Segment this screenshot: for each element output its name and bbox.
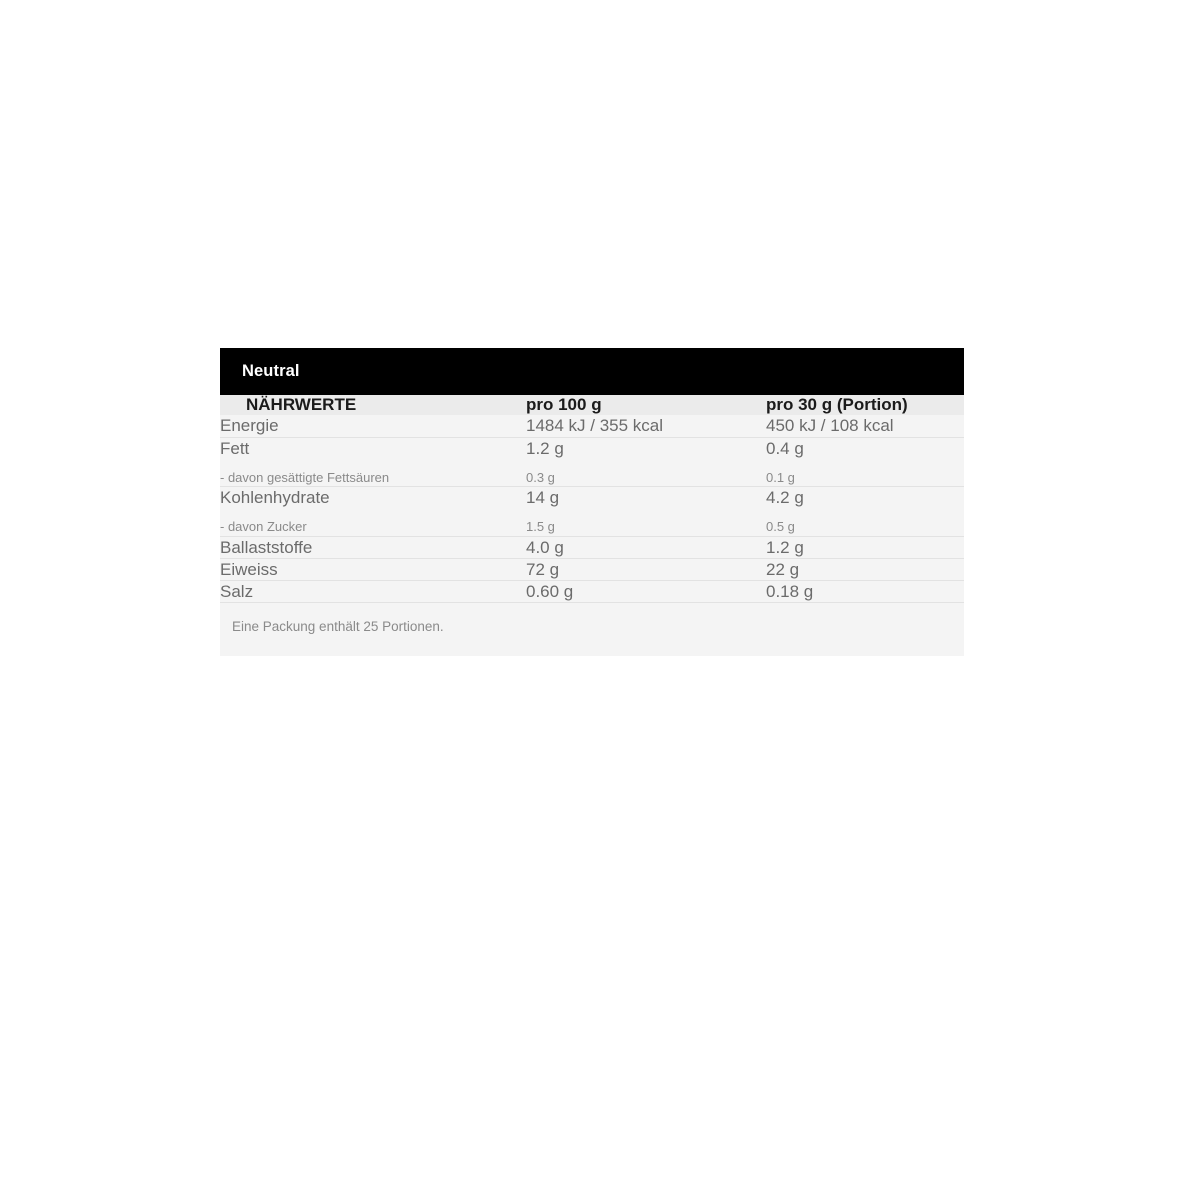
column-header-per-portion: pro 30 g (Portion)	[766, 395, 964, 415]
flavour-label: Neutral	[242, 362, 300, 381]
servings-footnote: Eine Packung enthält 25 Portionen.	[232, 619, 444, 635]
row-value-100g: 14 g	[526, 488, 560, 508]
row-label: Fett	[220, 438, 250, 458]
row-label: Energie	[220, 416, 279, 436]
row-value-100g-cell	[526, 558, 766, 580]
row-subvalue-portion: 0.1 g	[766, 469, 795, 485]
nutrition-table	[220, 395, 964, 603]
row-subvalue-100g: 1.5 g	[526, 519, 555, 535]
row-label-cell	[220, 487, 526, 537]
nutrition-facts-card	[220, 348, 964, 656]
row-value-100g: 1484 kJ / 355 kcal	[526, 416, 664, 436]
row-value-100g-cell	[526, 437, 766, 487]
row-label: Eiweiss	[220, 559, 278, 579]
row-label-cell	[220, 536, 526, 558]
row-label-cell	[220, 581, 526, 603]
table-body	[220, 415, 964, 603]
row-label: Kohlenhydrate	[220, 488, 330, 508]
row-value-portion: 1.2 g	[766, 537, 804, 557]
table-row	[220, 437, 964, 487]
row-sublabel: - davon gesättigte Fettsäuren	[220, 469, 390, 485]
column-header-per-100g: pro 100 g	[526, 395, 766, 415]
row-sublabel: - davon Zucker	[220, 519, 307, 535]
row-subvalue-100g: 0.3 g	[526, 469, 555, 485]
table-header	[220, 395, 964, 415]
row-value-portion: 0.18 g	[766, 582, 814, 602]
row-value-portion-cell	[766, 558, 964, 580]
table-row	[220, 536, 964, 558]
row-value-100g: 1.2 g	[526, 438, 564, 458]
row-value-portion: 22 g	[766, 559, 800, 579]
row-label: Ballaststoffe	[220, 537, 313, 557]
row-label-cell	[220, 558, 526, 580]
row-value-100g-cell	[526, 415, 766, 437]
table-header-row	[220, 395, 964, 415]
row-value-portion-cell	[766, 437, 964, 487]
table-row	[220, 487, 964, 537]
row-value-portion: 450 kJ / 108 kcal	[766, 416, 894, 436]
row-value-portion-cell	[766, 487, 964, 537]
table-row	[220, 558, 964, 580]
row-value-100g-cell	[526, 581, 766, 603]
row-label-cell	[220, 415, 526, 437]
row-value-portion-cell	[766, 581, 964, 603]
row-value-100g-cell	[526, 487, 766, 537]
row-value-100g: 4.0 g	[526, 537, 564, 557]
table-row	[220, 581, 964, 603]
row-value-portion-cell	[766, 536, 964, 558]
row-subvalue-portion: 0.5 g	[766, 519, 795, 535]
row-label-cell	[220, 437, 526, 487]
row-value-portion: 0.4 g	[766, 438, 804, 458]
row-value-100g: 0.60 g	[526, 582, 574, 602]
row-value-100g: 72 g	[526, 559, 560, 579]
row-label: Salz	[220, 582, 254, 602]
row-value-portion: 4.2 g	[766, 488, 804, 508]
row-value-100g-cell	[526, 536, 766, 558]
column-header-name: NÄHRWERTE	[220, 395, 526, 415]
card-header	[220, 348, 964, 395]
table-row	[220, 415, 964, 437]
row-value-portion-cell	[766, 415, 964, 437]
